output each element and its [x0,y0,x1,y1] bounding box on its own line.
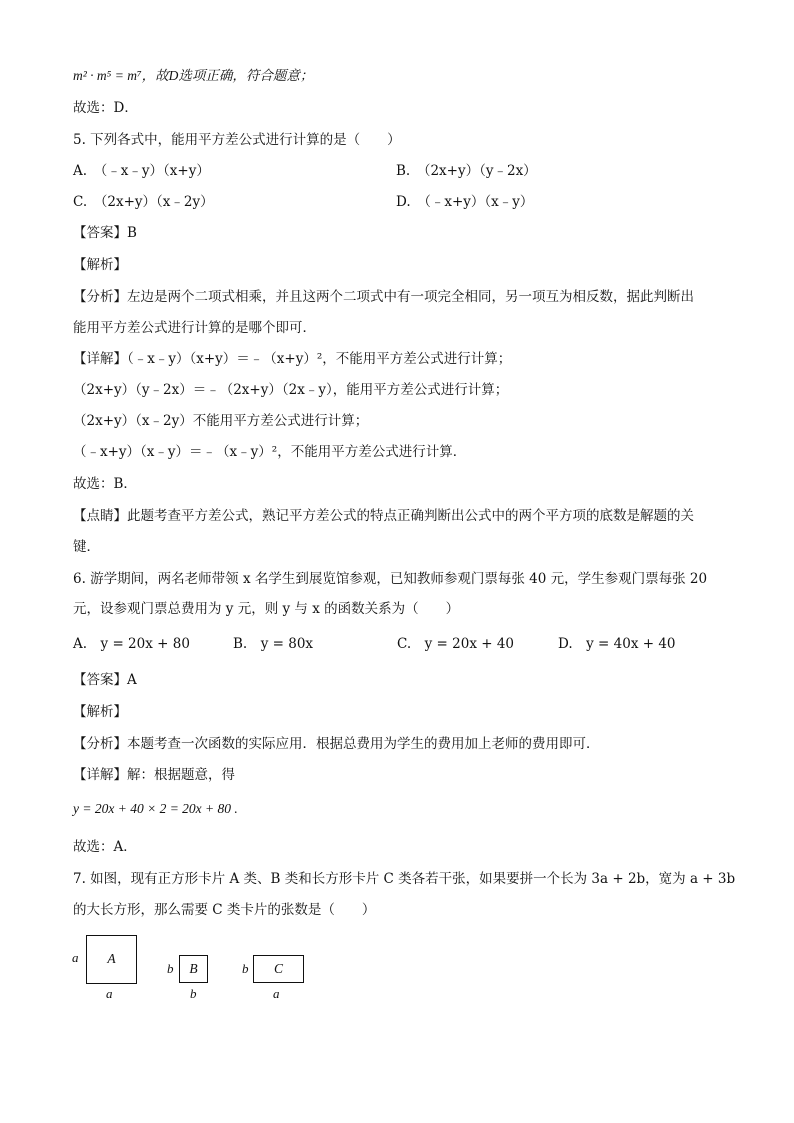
card-a-side-label: a [72,950,79,965]
q6-analysis-heading: 【解析】 [73,704,127,720]
q6-choice: 故选：A． [73,839,137,855]
q5-analysis-heading: 【解析】 [73,257,127,273]
q6-detail-1: 【详解】解：根据题意，得 [73,767,235,783]
q6-analysis-text: 【分析】本题考查一次函数的实际应用．根据总费用为学生的费用加上老师的费用即可． [73,736,600,752]
card-a [86,935,137,984]
q5-comment-1: 【点睛】此题考查平方差公式，熟记平方差公式的特点正确判断出公式中的两个平方项的底数是解题的关 [73,508,694,524]
q5-comment-2: 键． [73,539,100,555]
q5-detail-2: （2x+y）（y﹣2x）＝﹣（2x+y）（2x﹣y），能用平方差公式进行计算； [73,382,509,398]
question-5: 5. 下列各式中，能用平方差公式进行计算的是（ ） [73,132,401,148]
prev-choice-line: 故选：D． [73,100,138,116]
question-6-line-2: 元，设参观门票总费用为 y 元，则 y 与 x 的函数关系为（ ） [73,601,460,617]
card-b-label: B [189,961,198,976]
q6-answer: 【答案】A [73,672,137,688]
card-a-bottom-label: a [106,986,113,1001]
q5-detail-1: 【详解】（﹣x﹣y）（x+y）＝﹣（x+y）²，不能用平方差公式进行计算； [73,351,512,367]
card-c-bottom-label: a [273,986,280,1001]
card-c-side-label: b [242,961,249,976]
question-6-line-1: 6. 游学期间，两名老师带领 x 名学生到展览馆参观，已知教师参观门票每张 40 元，学生参观门票每张 20 [73,571,708,587]
q5-detail-3: （2x+y）（x﹣2y）不能用平方差公式进行计算； [73,413,369,429]
q5-analysis-text-1: 【分析】左边是两个二项式相乘，并且这两个二项式中有一项完全相同，另一项互为相反数，据此判断出 [73,289,694,305]
q5-option-d: D. （﹣x+y）（x﹣y） [396,194,534,210]
card-c [253,955,304,983]
q5-answer: 【答案】B [73,225,137,241]
q5-detail-4: （﹣x+y）（x﹣y）＝﹣（x﹣y）²，不能用平方差公式进行计算． [73,444,467,460]
q5-option-a: A. （﹣x﹣y）（x+y） [73,163,210,179]
card-b [179,955,208,983]
q6-option-b: B. y = 80x [233,636,314,652]
card-a-label: A [107,951,116,966]
q6-equation: y = 20x + 40 × 2 = 20x + 80 . [73,801,238,816]
question-7-line-2: 的大长方形，那么需要 C 类卡片的张数是（ ） [73,902,376,918]
card-c-label: C [273,961,283,976]
q5-option-c: C. （2x+y）（x﹣2y） [73,194,214,210]
prev-conclusion-line: m² · m⁵ = m⁷，故D选项正确，符合题意； [73,68,314,83]
q6-option-c: C. y = 20x + 40 [397,636,515,652]
question-7-line-1: 7. 如图，现有正方形卡片 A 类、B 类和长方形卡片 C 类各若干张，如果要拼一个长为 3a + 2b，宽为 a + 3b [73,871,736,887]
card-b-side-label: b [167,961,174,976]
q5-option-b: B. （2x+y）（y﹣2x） [396,163,537,179]
q5-choice: 故选：B． [73,476,137,492]
q6-option-a: A. y = 20x + 80 [73,636,190,652]
q6-option-d: D. y = 40x + 40 [558,636,676,652]
q5-analysis-text-2: 能用平方差公式进行计算的是哪个即可． [73,320,316,336]
card-b-bottom-label: b [190,986,197,1001]
